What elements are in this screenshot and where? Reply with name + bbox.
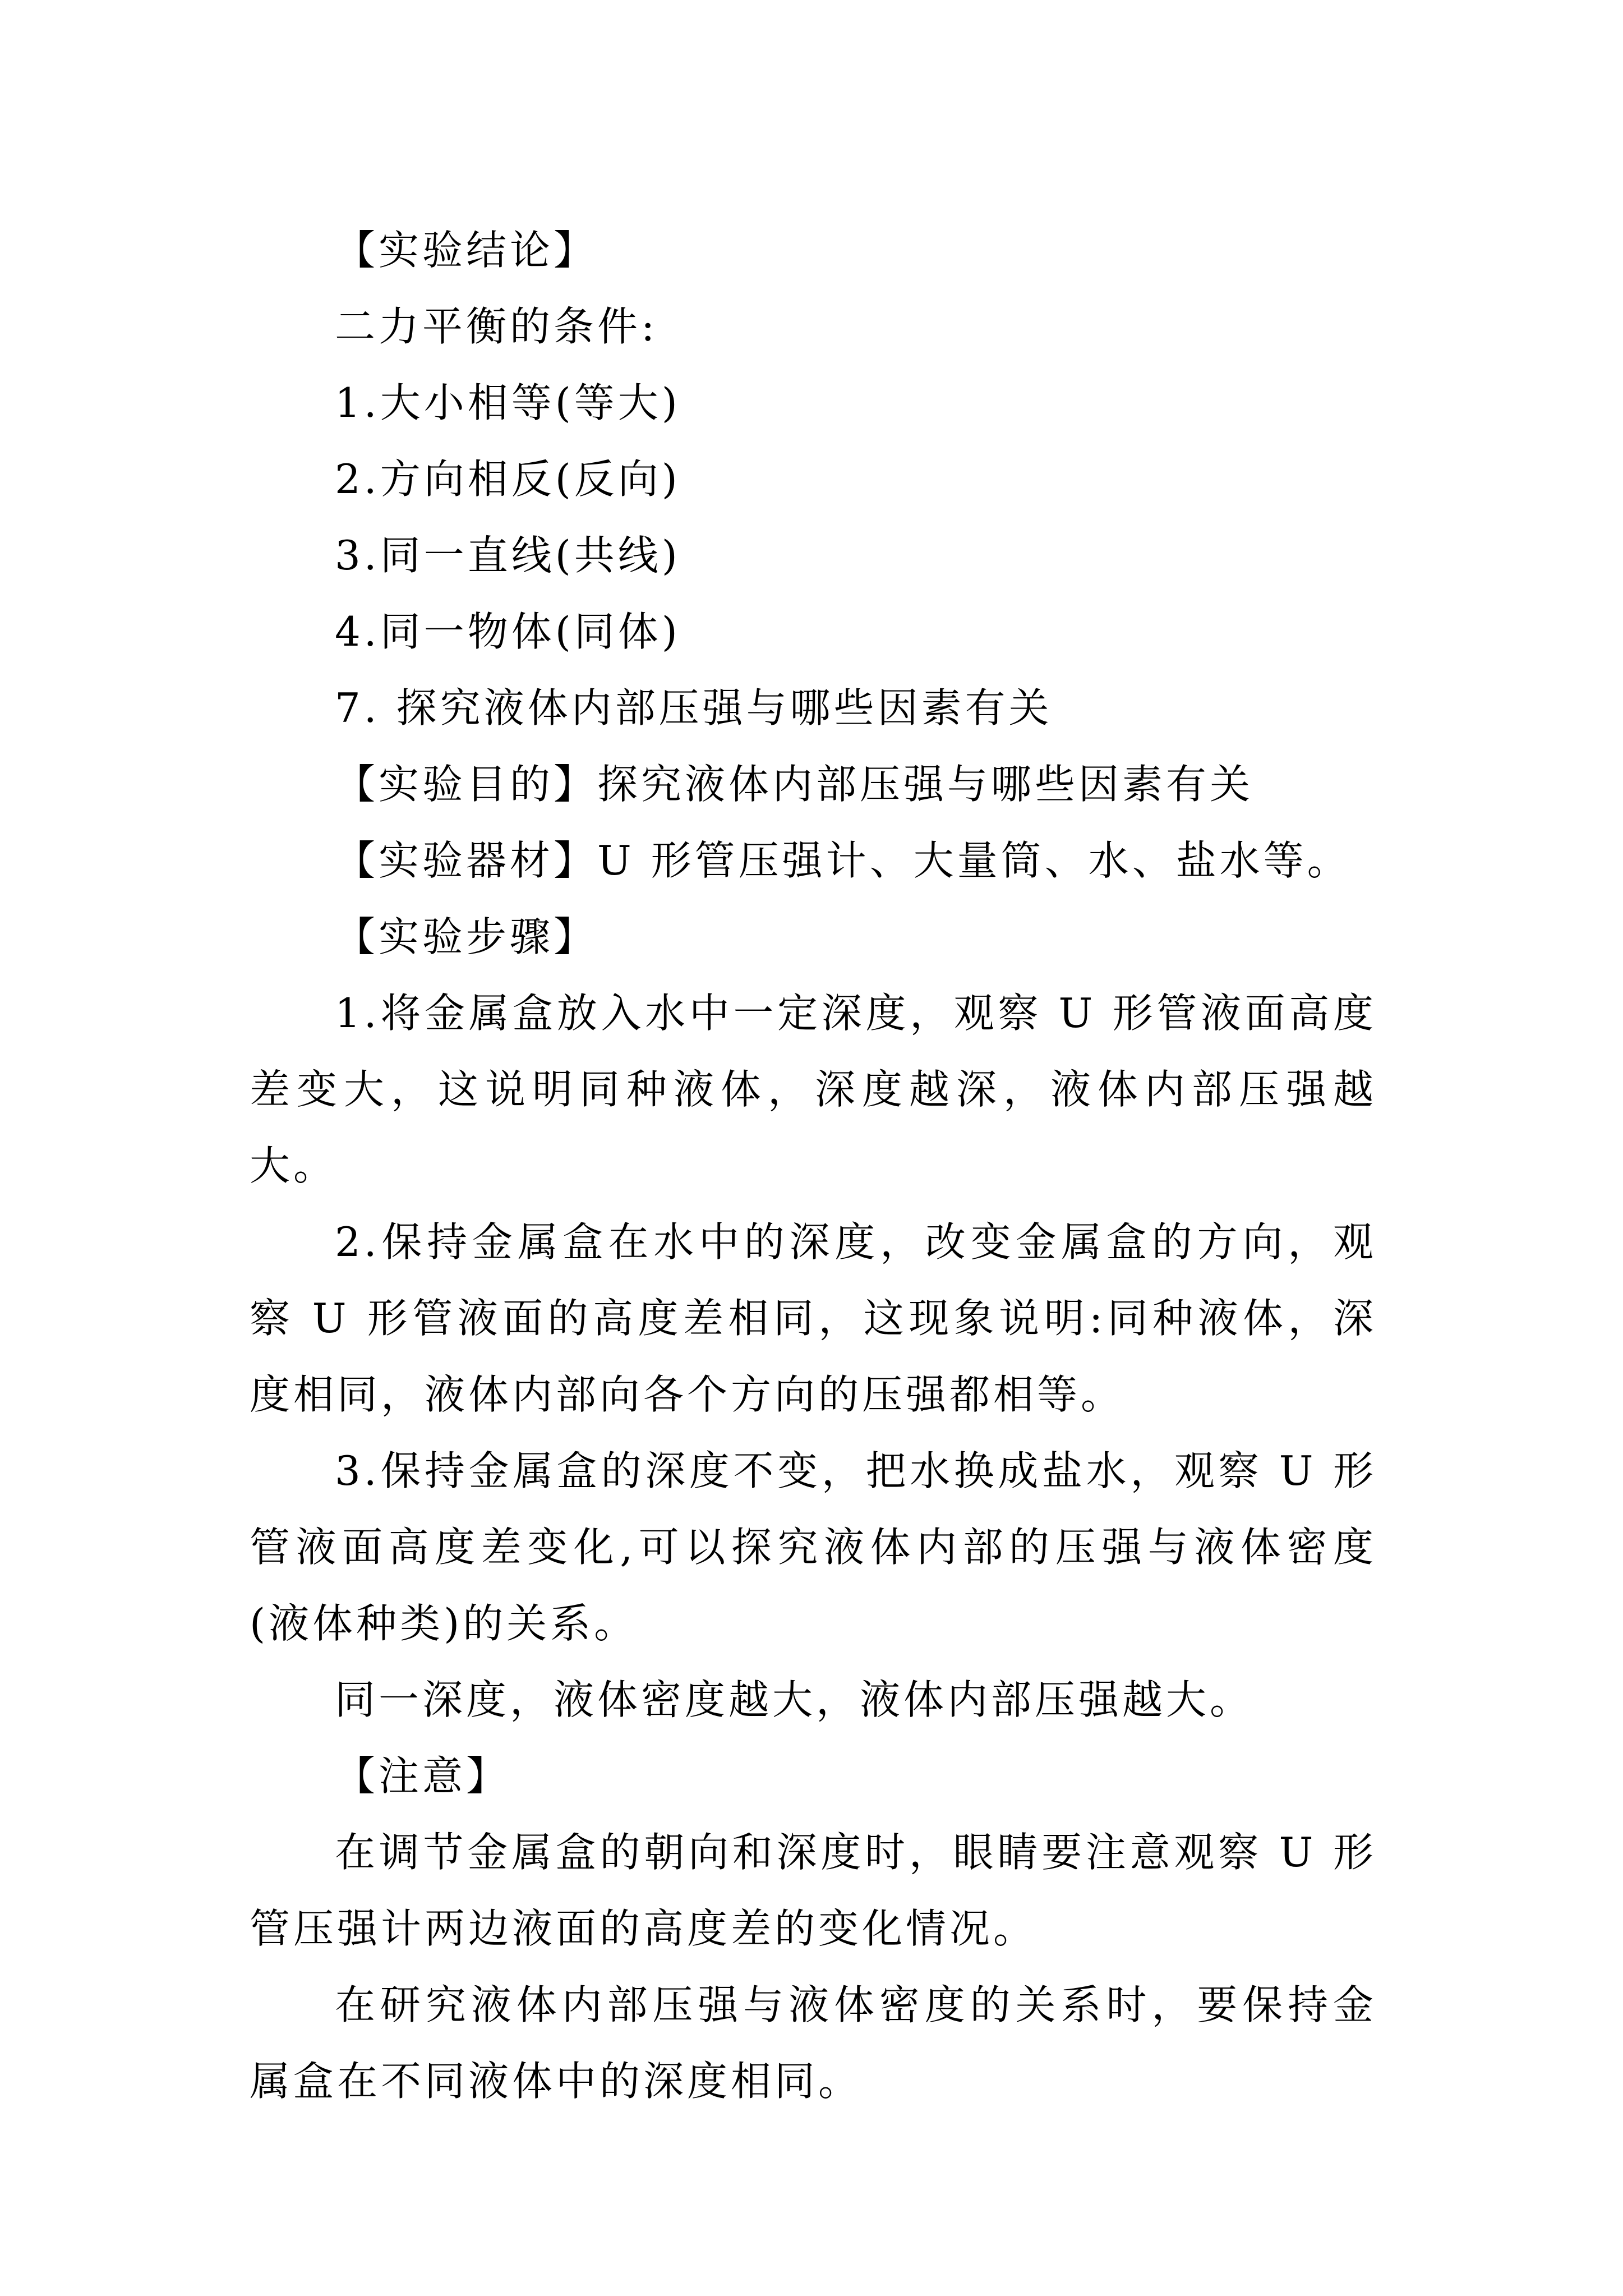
list-item-condition-2: 2.方向相反(反向) bbox=[335, 455, 681, 503]
paragraph-conditions-intro: 二力平衡的条件: bbox=[335, 303, 658, 350]
paragraph-density-conclusion: 同一深度，液体密度越大，液体内部压强越大。 bbox=[335, 1676, 1254, 1723]
section-title-experiment-7: 7. 探究液体内部压强与哪些因素有关 bbox=[335, 684, 1053, 731]
list-item-condition-4: 4.同一物体(同体) bbox=[335, 608, 681, 655]
paragraph-note-1: 在调节金属盒的朝向和深度时，眼睛要注意观察 U 形管压强计两边液面的高度差的变化情况。 bbox=[250, 1829, 1377, 1952]
document-body bbox=[250, 212, 1377, 2119]
paragraph-step-1: 1.将金属盒放入水中一定深度，观察 U 形管液面高度差变大，这说明同种液体，深度越深，液体内部压强越大。 bbox=[250, 990, 1377, 1189]
paragraph-note-2: 在研究液体内部压强与液体密度的关系时，要保持金属盒在不同液体中的深度相同。 bbox=[250, 1981, 1377, 2105]
section-heading-steps: 【实验步骤】 bbox=[335, 913, 598, 960]
paragraph-purpose: 【实验目的】探究液体内部压强与哪些因素有关 bbox=[335, 761, 1254, 808]
list-item-condition-3: 3.同一直线(共线) bbox=[335, 532, 681, 579]
paragraph-step-2: 2.保持金属盒在水中的深度，改变金属盒的方向，观察 U 形管液面的高度差相同，这现象说明:同种液体，深度相同，液体内部向各个方向的压强都相等。 bbox=[250, 1218, 1377, 1418]
paragraph-equipment: 【实验器材】U 形管压强计、大量筒、水、盐水等。 bbox=[335, 837, 1351, 884]
section-heading-notes: 【注意】 bbox=[335, 1752, 510, 1800]
list-item-condition-1: 1.大小相等(等大) bbox=[335, 379, 681, 426]
section-heading-conclusion: 【实验结论】 bbox=[335, 227, 598, 274]
paragraph-step-3: 3.保持金属盒的深度不变，把水换成盐水，观察 U 形管液面高度差变化,可以探究液体内部的压强与液体密度(液体种类)的关系。 bbox=[250, 1447, 1377, 1647]
